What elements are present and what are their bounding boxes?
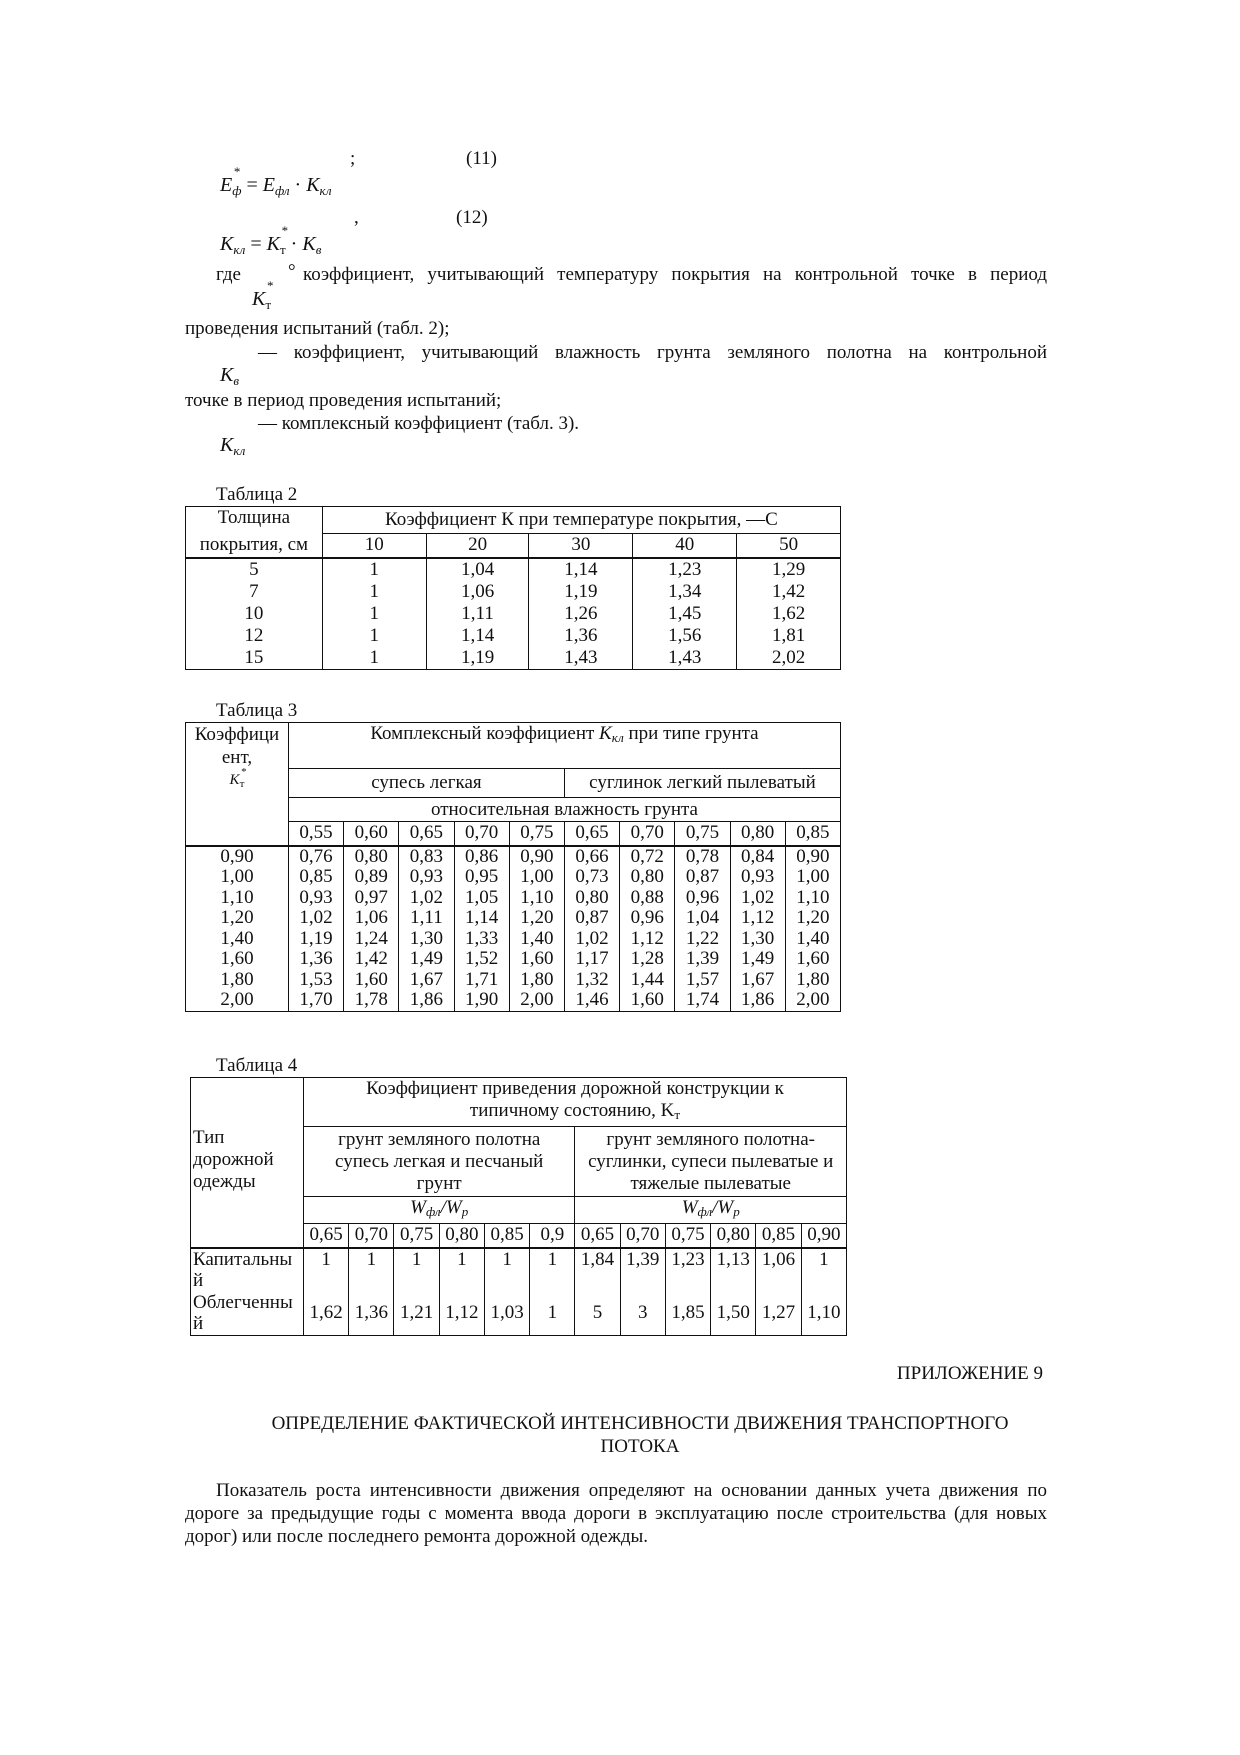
table-4-value-cell: 1 [530,1292,575,1336]
table-4-caption: Таблица 4 [216,1055,298,1076]
table-row [186,888,841,909]
table-3-value-cell: 1,06 [344,908,399,929]
table-4-ratio-cell: 0,85 [484,1224,529,1248]
table-2-temp: 50 [737,534,841,558]
table-3-value-cell: 1,11 [399,908,454,929]
table-3-value-cell: 0,97 [344,888,399,909]
table-row [186,867,841,888]
symbol-w: W [717,1197,734,1218]
table-2-thickness-cell: 5 [186,558,323,581]
table-3 [185,722,841,1012]
table-3-value-cell: 0,95 [454,867,509,888]
table-2-value-cell: 1,19 [426,647,529,670]
table-3-value-cell: 0,80 [620,867,675,888]
table-3-value-cell: 1,22 [675,929,730,950]
table-3-value-cell: 1,90 [454,990,509,1011]
table-3-value-cell: 1,30 [730,929,785,950]
table-3-value-cell: 1,57 [675,970,730,991]
table-4-ratio-cell: 0,80 [439,1224,484,1248]
subscript-kl: кл [233,443,246,458]
table-3-value-cell: 1,60 [509,949,564,970]
table-row [186,581,841,603]
appendix-paragraph: Показатель роста интенсивности движения определяют на основании данных учета движения по дороге за предыдущие годы с момента ввода дороги в эксплуатацию после строительства (для новых дорог) или после последнего ремонта дорожной одежды. [185,1480,1047,1547]
table-3-value-cell: 1,00 [509,867,564,888]
subscript-kl: кл [611,730,624,745]
table-2-value-cell: 1,14 [529,558,633,581]
table-3-kt-cell: 1,10 [186,888,289,909]
formula-11-separator: ; [350,148,356,169]
table-3-value-cell: 1,70 [288,990,343,1011]
table-3-header-coefficient [186,723,289,846]
table-3-value-cell: 1,20 [785,908,840,929]
table-3-value-cell: 1,49 [730,949,785,970]
table-3-humidity-cell: 0,55 [288,822,343,846]
table-4-value-cell: 1,12 [439,1292,484,1336]
table-4-value-cell: 1 [349,1248,394,1292]
table-2-header-thickness-1: Толщина [186,507,323,534]
table-4-value-cell: 1,10 [801,1292,846,1336]
table-4-ratio-cell: 0,65 [303,1224,348,1248]
table-2-temp: 20 [426,534,529,558]
table-3-value-cell: 0,80 [564,888,619,909]
table-4-value-cell: 1,85 [665,1292,710,1336]
table-3-value-cell: 0,84 [730,846,785,868]
symbol-k: K [220,364,234,386]
subscript-fl: фл [426,1204,441,1219]
table-3-value-cell: 1,60 [785,949,840,970]
table-3-value-cell: 1,44 [620,970,675,991]
table-4-soil-2-line-3: тяжелые пылеватые [630,1172,791,1194]
degree-marker: ° [288,261,296,282]
subscript-kl: кл [233,242,246,257]
row-name-line-1: Капитальны [193,1248,293,1270]
table-4-value-cell: 3 [620,1292,665,1336]
table-4-value-cell: 1 [394,1248,439,1292]
table-3-value-cell: 2,00 [509,990,564,1011]
table-3-value-cell: 0,90 [509,846,564,868]
table-3-header-complex [288,723,840,769]
table-3-header-left-line-1: Коэффици [194,724,280,745]
table-3-header-sandy-loam: супесь легкая [288,769,564,798]
definition-1-continuation: проведения испытаний (табл. 2); [185,318,450,339]
definition-1-symbol [252,278,273,313]
table-3-value-cell: 1,60 [344,970,399,991]
table-3-value-cell: 1,78 [344,990,399,1011]
table-row [186,970,841,991]
table-3-value-cell: 0,87 [564,908,619,929]
table-4-value-cell: 1,50 [711,1292,756,1336]
table-4-value-cell: 1,62 [303,1292,348,1336]
table-3-value-cell: 1,86 [399,990,454,1011]
table-3-value-cell: 1,02 [288,908,343,929]
table-3-header-silty-loam: суглинок легкий пылеватый [564,769,840,798]
table-row [186,990,841,1011]
table-3-value-cell: 1,71 [454,970,509,991]
subscript-f: ф [232,183,242,198]
table-3-value-cell: 0,80 [344,846,399,868]
table-3-value-cell: 1,02 [730,888,785,909]
table-3-value-cell: 1,67 [399,970,454,991]
where-word: где [216,264,241,285]
table-3-value-cell: 1,49 [399,949,454,970]
table-3-value-cell: 1,17 [564,949,619,970]
table-4 [190,1077,847,1336]
table-3-header-left-line-2: ент, [221,747,253,768]
table-3-value-cell: 1,20 [509,908,564,929]
superscript-star: * [233,164,240,179]
table-4-header-line-2-text: типичному состоянию, K [469,1100,675,1121]
formula-12 [220,223,322,258]
superscript-star: * [266,278,273,293]
table-4-ratio-left-blank [191,1224,304,1248]
table-3-value-cell: 1,00 [785,867,840,888]
table-3-value-cell: 1,74 [675,990,730,1011]
table-2-value-cell: 1,04 [426,558,529,581]
symbol-k: K [220,434,234,456]
dot-operator: · [285,233,303,255]
symbol-k: K [229,772,240,788]
table-4-header-left-line-2: дорожной [193,1148,274,1170]
table-3-kt-cell: 1,60 [186,949,289,970]
slash: / [712,1197,718,1218]
symbol-k-t: K [266,233,280,255]
table-2-value-cell: 1,23 [633,558,737,581]
table-4-header-line-2 [304,1100,846,1126]
table-4-value-cell: 1,13 [711,1248,756,1292]
subscript-t: т [674,1107,681,1122]
table-4-value-cell: 1,84 [575,1248,620,1292]
table-4-soil-1-line-3: грунт [416,1172,462,1194]
table-row [186,846,841,868]
table-3-kt-cell: 1,80 [186,970,289,991]
table-4-ratio-cell: 0,90 [801,1224,846,1248]
symbol-e-fl: E [262,174,275,196]
table-3-value-cell: 1,04 [675,908,730,929]
table-2-thickness-cell: 7 [186,581,323,603]
table-4-header-left-line-3: одежды [193,1170,256,1192]
table-3-caption: Таблица 3 [216,700,298,721]
subscript-r: р [733,1204,740,1219]
subscript-r: р [461,1204,469,1219]
table-3-body [186,846,841,1012]
subscript-kl: кл [319,183,332,198]
table-3-value-cell: 1,60 [620,990,675,1011]
table-4-ratio-header-1 [303,1197,574,1224]
subscript-fl: фл [274,183,290,198]
table-2-value-cell: 1,43 [633,647,737,670]
table-2-value-cell: 1,26 [529,603,633,625]
table-3-value-cell: 1,19 [288,929,343,950]
table-2-body [186,558,841,670]
symbol-w: W [681,1197,698,1218]
table-4-ratio-cell: 0,70 [349,1224,394,1248]
table-3-value-cell: 0,73 [564,867,619,888]
table-2-value-cell: 1 [322,603,426,625]
table-3-value-cell: 1,14 [454,908,509,929]
table-2-header-coefficient: Коэффициент К при температуре покрытия, —С [322,507,840,534]
table-row [186,558,841,581]
table-3-value-cell: 1,53 [288,970,343,991]
subscript-fl: фл [697,1204,713,1219]
table-row [186,929,841,950]
table-2-value-cell: 1,62 [737,603,841,625]
row-name-line-2: й [193,1269,204,1291]
table-3-header-humidity: относительная влажность грунта [288,798,840,822]
table-3-kt-cell: 1,00 [186,867,289,888]
table-2-temp: 30 [529,534,633,558]
symbol-k: K [599,723,612,744]
table-3-kt-cell: 0,90 [186,846,289,868]
table-4-value-cell: 1 [439,1248,484,1292]
table-4-soil-1-line-2: супесь легкая и песчаный [335,1150,544,1172]
appendix-label: ПРИЛОЖЕНИЕ 9 [896,1363,1043,1384]
table-3-value-cell: 1,24 [344,929,399,950]
table-4-value-cell: 1,03 [484,1292,529,1336]
table-3-value-cell: 1,12 [620,929,675,950]
table-3-value-cell: 0,78 [675,846,730,868]
table-3-value-cell: 0,89 [344,867,399,888]
table-3-value-cell: 0,96 [620,908,675,929]
table-2-thickness-cell: 10 [186,603,323,625]
table-row [186,647,841,670]
subscript-v: в [315,242,322,257]
formula-12-separator: , [354,207,359,228]
table-row [186,603,841,625]
table-3-value-cell: 0,93 [730,867,785,888]
table-3-value-cell: 2,00 [785,990,840,1011]
table-4-value-cell: 1,27 [756,1292,801,1336]
table-3-value-cell: 1,80 [509,970,564,991]
table-3-value-cell: 0,76 [288,846,343,868]
table-2-temp: 40 [633,534,737,558]
symbol-w: W [445,1197,462,1218]
formula-11-number: (11) [466,148,497,169]
formula-12-number: (12) [456,207,488,228]
table-4-header-road-type [191,1127,304,1197]
table-4-header-left-top [191,1078,304,1127]
definition-3-text: — комплексный коэффициент (табл. 3). [258,413,580,434]
table-3-value-cell: 1,42 [344,949,399,970]
table-3-humidity-cell: 0,70 [620,822,675,846]
table-2-header-thickness-2: покрытия, см [186,534,323,558]
table-4-soil-1-line-1: грунт земляного полотна [338,1128,541,1150]
table-4-row-capital [191,1248,847,1292]
table-3-value-cell: 0,93 [399,867,454,888]
table-4-row-light-name [191,1292,304,1336]
symbol-w: W [410,1197,426,1218]
symbol-k-kl: K [306,174,320,196]
table-3-value-cell: 0,83 [399,846,454,868]
superscript-star: * [280,223,288,238]
row-name-line-1: Облегченны [193,1291,293,1313]
table-3-value-cell: 1,39 [675,949,730,970]
table-3-value-cell: 1,05 [454,888,509,909]
table-3-value-cell: 0,66 [564,846,619,868]
table-4-ratio-cell: 0,75 [394,1224,439,1248]
definition-2-text: — коэффициент, учитывающий влажность грунта земляного полотна на контрольной [258,342,1047,363]
table-3-value-cell: 0,88 [620,888,675,909]
table-4-ratio-cell: 0,9 [530,1224,575,1248]
table-3-value-cell: 1,40 [785,929,840,950]
table-4-row-light [191,1292,847,1336]
table-3-humidity-cell: 0,75 [675,822,730,846]
appendix-title-line-2: ПОТОКА [600,1436,680,1457]
table-4-ratio-header-2 [575,1197,847,1224]
symbol-k-v: K [302,233,316,255]
table-2-value-cell: 1,42 [737,581,841,603]
table-3-value-cell: 1,40 [509,929,564,950]
table-3-humidity-cell: 0,80 [730,822,785,846]
table-2-value-cell: 1,36 [529,625,633,647]
table-2-value-cell: 1 [322,647,426,670]
equals-sign: = [245,233,267,255]
definition-1-text: коэффициент, учитывающий температуру покрытия на контрольной точке в период [303,264,1047,285]
table-4-header-soil-1 [303,1127,574,1197]
table-2-temp: 10 [322,534,426,558]
table-3-value-cell: 1,67 [730,970,785,991]
table-row [186,908,841,929]
subscript-t: т [279,242,286,257]
formula-11 [220,164,332,199]
table-4-value-cell: 1,23 [665,1248,710,1292]
table-2-caption: Таблица 2 [216,484,298,505]
table-4-ratio-cell: 0,80 [711,1224,756,1248]
table-3-value-cell: 0,85 [288,867,343,888]
dot-operator: · [289,174,307,196]
table-4-ratio-cell: 0,70 [620,1224,665,1248]
table-3-value-cell: 0,86 [454,846,509,868]
table-4-row-capital-name [191,1248,304,1292]
table-3-humidity-cell: 0,60 [344,822,399,846]
table-2-value-cell: 1,43 [529,647,633,670]
table-3-value-cell: 1,28 [620,949,675,970]
table-2-value-cell: 1,45 [633,603,737,625]
definition-2-continuation: точке в период проведения испытаний; [185,390,502,411]
table-3-humidity-cell: 0,85 [785,822,840,846]
table-3-value-cell: 1,30 [399,929,454,950]
table-4-value-cell: 1 [303,1248,348,1292]
table-3-value-cell: 1,46 [564,990,619,1011]
table-3-header-complex-pre: Комплексный коэффициент [370,723,600,744]
row-name-line-2: й [193,1312,204,1334]
table-3-value-cell: 0,93 [288,888,343,909]
table-4-ratio-cell: 0,65 [575,1224,620,1248]
table-4-value-cell: 1 [530,1248,575,1292]
table-3-value-cell: 1,02 [564,929,619,950]
table-4-value-cell: 1,06 [756,1248,801,1292]
symbol-k: K [252,288,266,310]
table-4-header-left-blank [191,1197,304,1224]
table-4-soil-2-line-1: грунт земляного полотна- [606,1128,815,1150]
table-2-thickness-cell: 12 [186,625,323,647]
table-3-humidity-cell: 0,65 [564,822,619,846]
table-3-value-cell: 1,10 [785,888,840,909]
appendix-title-line-1: ОПРЕДЕЛЕНИЕ ФАКТИЧЕСКОЙ ИНТЕНСИВНОСТИ ДВИЖЕНИЯ ТРАНСПОРТНОГО [271,1413,1009,1434]
table-3-value-cell: 0,90 [785,846,840,868]
table-2-value-cell: 1,56 [633,625,737,647]
table-4-value-cell: 1,21 [394,1292,439,1336]
table-3-header-symbol [186,766,288,796]
table-4-value-cell: 1,36 [349,1292,394,1336]
table-3-kt-cell: 2,00 [186,990,289,1011]
table-4-header-coefficient [303,1078,846,1127]
table-3-humidity-cell: 0,70 [454,822,509,846]
table-3-value-cell: 1,36 [288,949,343,970]
definition-2-symbol [220,364,239,389]
table-3-value-cell: 1,80 [785,970,840,991]
table-3-value-cell: 1,52 [454,949,509,970]
table-4-value-cell: 5 [575,1292,620,1336]
table-2 [185,506,841,670]
table-2-value-cell: 1,29 [737,558,841,581]
table-2-value-cell: 1,34 [633,581,737,603]
table-4-header-line-1: Коэффициент приведения дорожной конструкции к [366,1078,784,1099]
table-4-ratio-cell: 0,75 [665,1224,710,1248]
table-row [186,949,841,970]
subscript-t: т [239,778,245,790]
table-4-value-cell: 1 [801,1248,846,1292]
subscript-t: т [265,297,272,312]
table-3-humidity-cell: 0,75 [509,822,564,846]
table-4-ratio-row [191,1224,847,1248]
table-3-humidity-cell: 0,65 [399,822,454,846]
table-2-value-cell: 1,14 [426,625,529,647]
subscript-v: в [233,373,239,388]
equals-sign: = [241,174,263,196]
table-2-value-cell: 1,19 [529,581,633,603]
symbol-k: K [220,233,234,255]
table-3-value-cell: 0,96 [675,888,730,909]
table-3-value-cell: 1,12 [730,908,785,929]
table-4-soil-2-line-2: суглинки, супеси пылеватые и [588,1150,834,1172]
table-row [186,625,841,647]
slash: / [440,1197,446,1218]
table-3-value-cell: 1,32 [564,970,619,991]
superscript-star: * [240,766,247,778]
table-2-value-cell: 2,02 [737,647,841,670]
symbol-e: E [220,174,233,196]
definition-3-symbol [220,434,245,459]
table-3-value-cell: 0,87 [675,867,730,888]
table-2-value-cell: 1,81 [737,625,841,647]
table-4-value-cell: 1 [484,1248,529,1292]
table-3-header-complex-post: при типе грунта [623,723,759,744]
table-3-value-cell: 0,72 [620,846,675,868]
table-2-value-cell: 1,06 [426,581,529,603]
table-3-kt-cell: 1,20 [186,908,289,929]
table-3-value-cell: 1,02 [399,888,454,909]
table-4-header-left-line-1: Тип [193,1126,225,1148]
table-2-value-cell: 1 [322,625,426,647]
table-2-value-cell: 1,11 [426,603,529,625]
table-4-header-soil-2 [575,1127,847,1197]
table-2-value-cell: 1 [322,558,426,581]
table-3-kt-cell: 1,40 [186,929,289,950]
table-3-value-cell: 1,10 [509,888,564,909]
table-2-thickness-cell: 15 [186,647,323,670]
table-2-value-cell: 1 [322,581,426,603]
table-3-value-cell: 1,86 [730,990,785,1011]
table-4-value-cell: 1,39 [620,1248,665,1292]
table-3-value-cell: 1,33 [454,929,509,950]
table-4-ratio-cell: 0,85 [756,1224,801,1248]
